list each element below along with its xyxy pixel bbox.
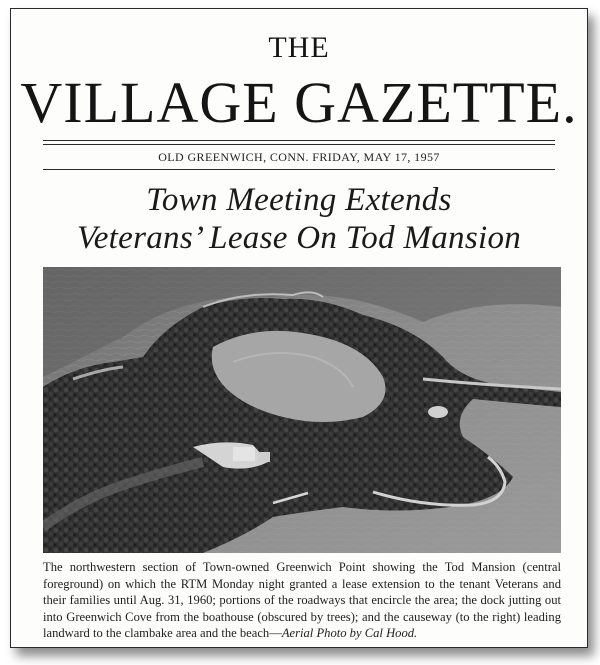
headline bbox=[11, 181, 587, 257]
masthead-title: VILLAGE GAZETTE. bbox=[20, 70, 578, 135]
mansion-roof bbox=[233, 447, 255, 461]
caption-text: The northwestern section of Town-owned Greenwich Point showing the Tod Mansion (central foreground) on which the RTM Monday night granted a lease extension to the tenant Veterans and their families until Aug. 31, 1960; portions of the roadways that encircle the area; the dock jutting out into Greenwich Cove from the boathouse (obscured by trees); and the causeway (to the right) leading landward to the clambake area and the beach— bbox=[43, 560, 561, 640]
dateline: OLD GREENWICH, CONN. FRIDAY, MAY 17, 1957 bbox=[158, 150, 440, 164]
headline-line-1: Town Meeting Extends bbox=[146, 182, 452, 218]
newspaper-clipping bbox=[10, 8, 588, 648]
headline-line-2: Veterans’ Lease On Tod Mansion bbox=[76, 220, 522, 256]
dateline-rule bbox=[43, 169, 555, 170]
mansion-wing bbox=[258, 452, 270, 462]
photo-credit: Aerial Photo by Cal Hood. bbox=[281, 626, 418, 640]
photo-caption bbox=[43, 559, 561, 642]
aerial-photo bbox=[43, 267, 561, 553]
masthead-rule-top-inner bbox=[43, 144, 555, 145]
masthead-rule-top bbox=[43, 140, 555, 141]
aerial-photo-image bbox=[43, 267, 561, 553]
small-building bbox=[428, 406, 448, 418]
masthead-the: THE bbox=[268, 31, 330, 64]
